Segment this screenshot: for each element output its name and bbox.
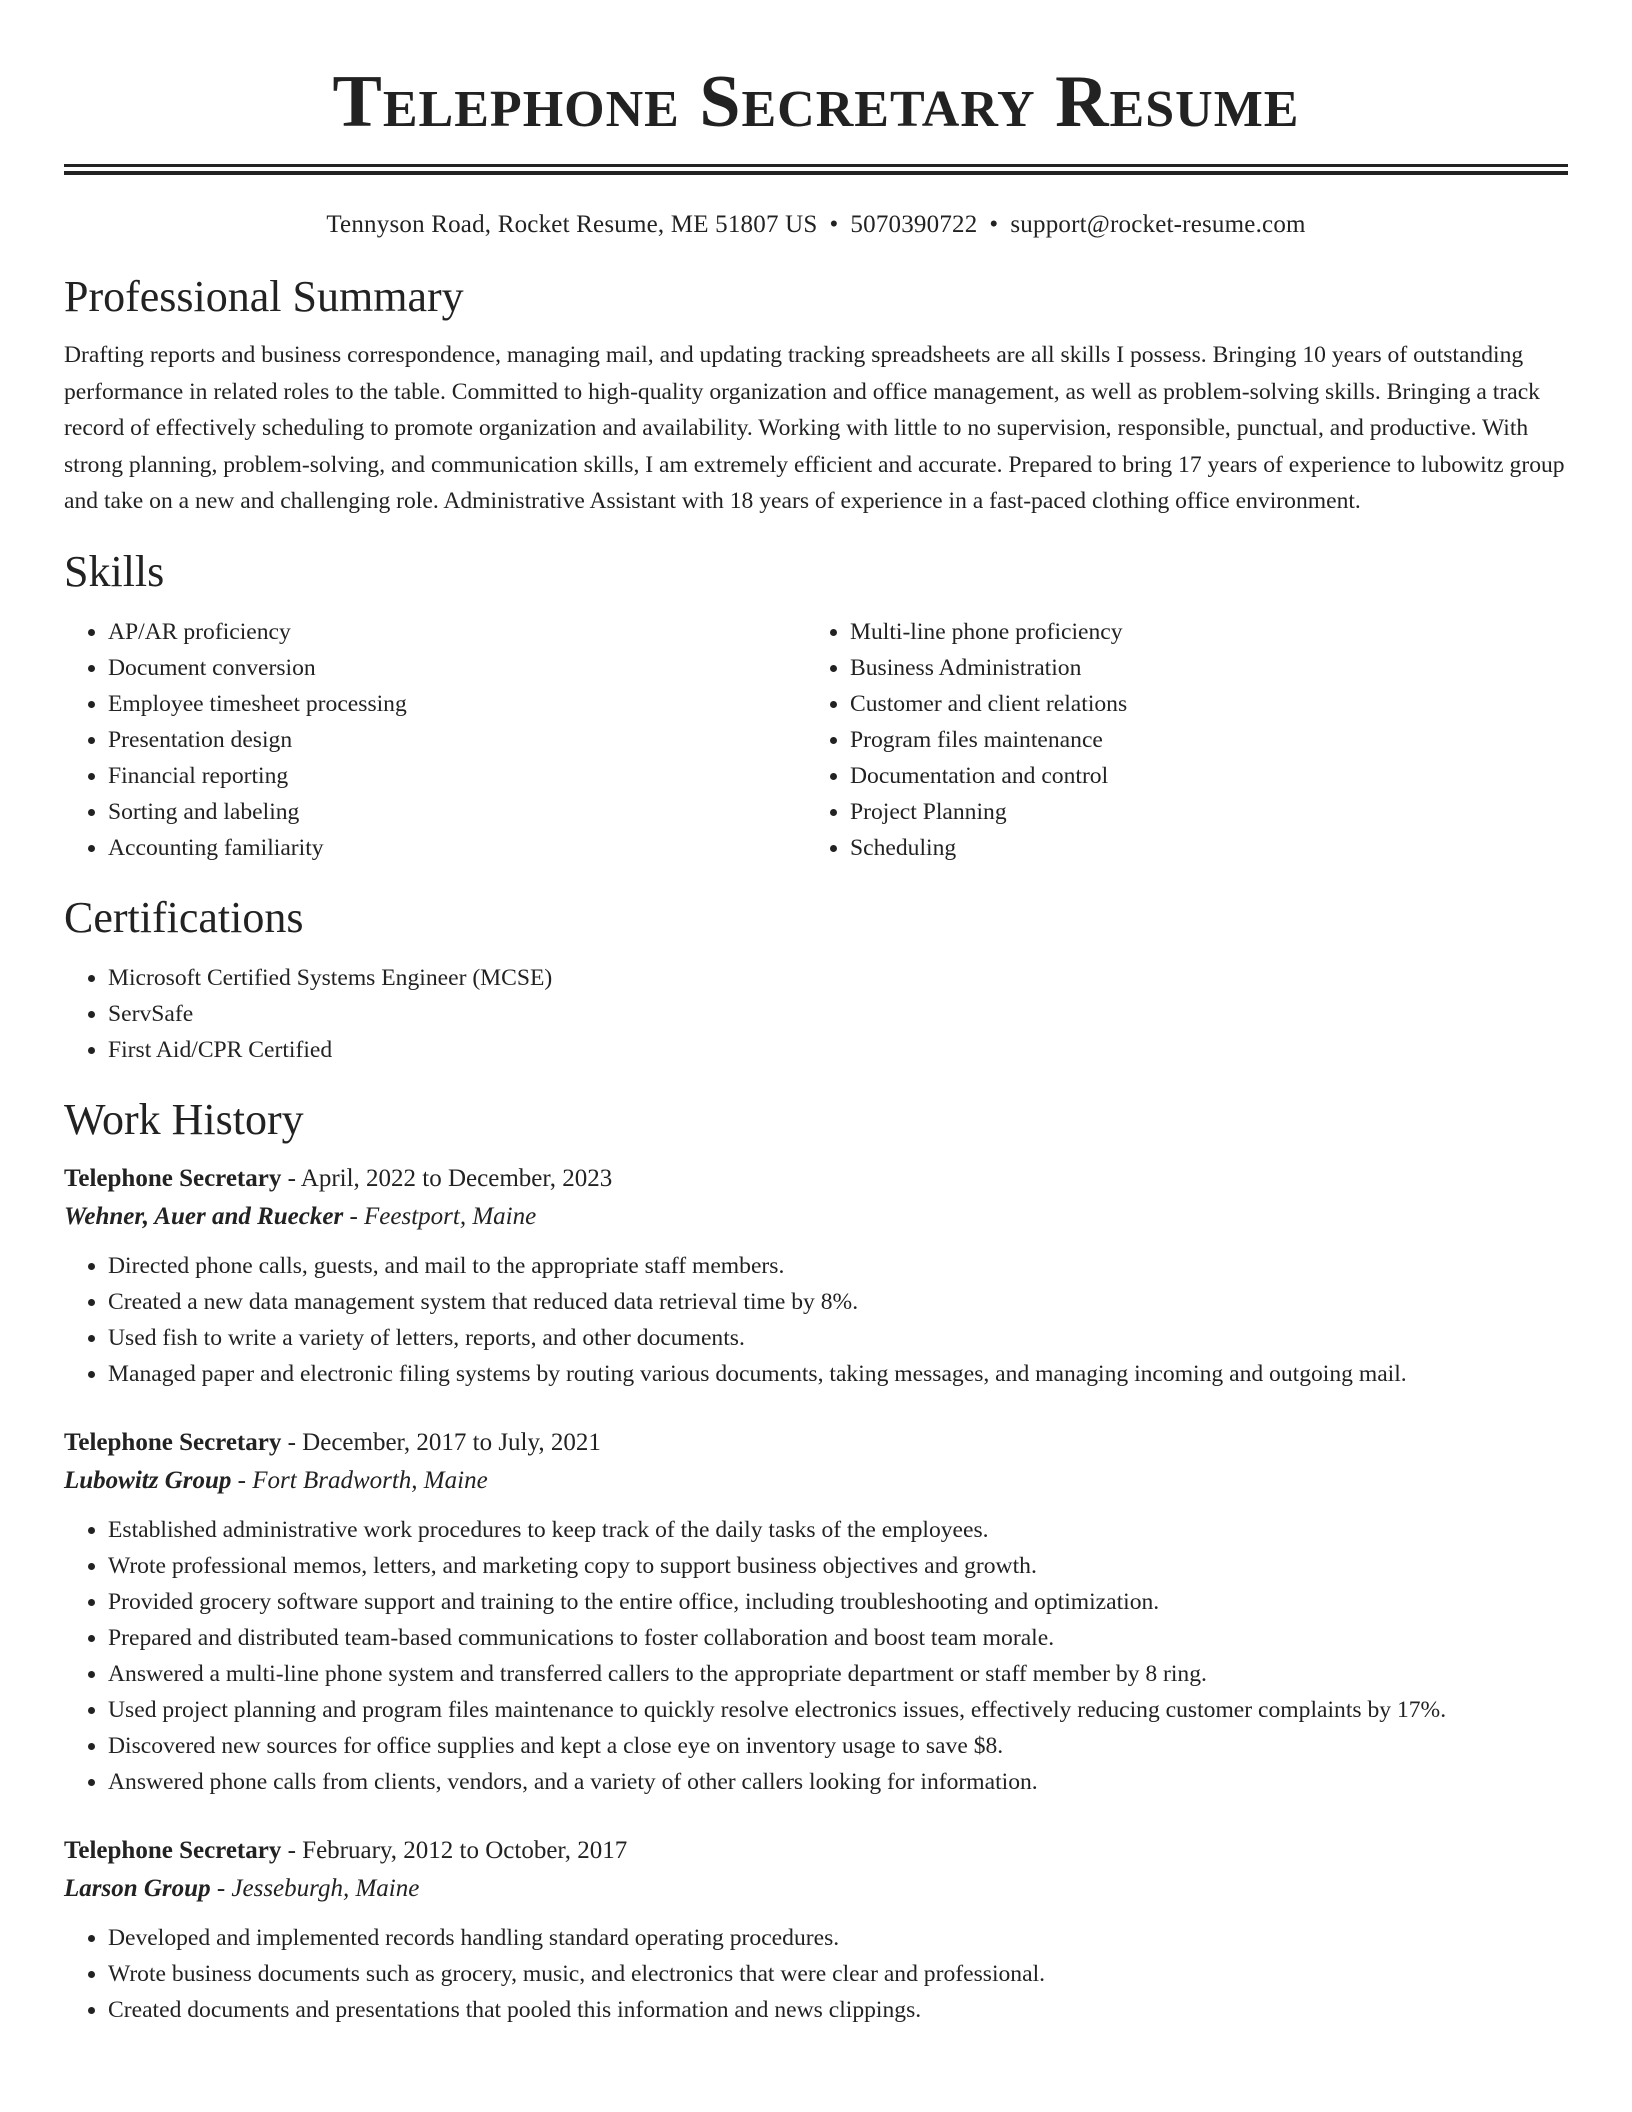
skill-item: • Scheduling xyxy=(850,830,1548,866)
job-role: Telephone Secretary xyxy=(64,1428,282,1456)
certification-item: • ServSafe xyxy=(108,996,1568,1032)
job-location: - Jesseburgh, Maine xyxy=(210,1874,420,1902)
summary-heading: Professional Summary xyxy=(64,272,464,321)
job-role: Telephone Secretary xyxy=(64,1164,282,1192)
certifications-list xyxy=(64,960,1568,1068)
skill-item: • Program files maintenance xyxy=(850,722,1548,758)
skill-item: • Documentation and control xyxy=(850,758,1548,794)
job-dates: - April, 2022 to December, 2023 xyxy=(281,1164,613,1192)
job-bullet: • Created a new data management system that reduced data retrieval time by 8%. xyxy=(108,1284,1568,1320)
job-entry xyxy=(64,1832,1568,2028)
certification-item: • First Aid/CPR Certified xyxy=(108,1032,1568,1068)
job-entry xyxy=(64,1160,1568,1392)
job-bullet: • Managed paper and electronic filing systems by routing various documents, taking messages, and managing incoming and outgoing mail. xyxy=(108,1356,1568,1392)
job-location: - Fort Bradworth, Maine xyxy=(231,1466,488,1494)
contact-email[interactable]: support@rocket-resume.com xyxy=(1010,211,1306,238)
job-bullet: • Answered phone calls from clients, vendors, and a variety of other callers looking for information. xyxy=(108,1764,1568,1800)
certification-item: • Microsoft Certified Systems Engineer (MCSE) xyxy=(108,960,1568,996)
skill-item: • Business Administration xyxy=(850,650,1548,686)
skill-item: • Project Planning xyxy=(850,794,1548,830)
job-title-line xyxy=(64,1160,1568,1198)
job-company: Lubowitz Group xyxy=(64,1466,232,1494)
job-entry xyxy=(64,1424,1568,1800)
job-company: Wehner, Auer and Ruecker xyxy=(64,1202,344,1230)
job-role: Telephone Secretary xyxy=(64,1836,282,1864)
job-bullet: • Used fish to write a variety of letters, reports, and other documents. xyxy=(108,1320,1568,1356)
skill-item: • Document conversion xyxy=(108,650,806,686)
title-divider xyxy=(64,164,1568,175)
skill-item: • Accounting familiarity xyxy=(108,830,806,866)
job-bullet: • Developed and implemented records handling standard operating procedures. xyxy=(108,1920,1568,1956)
skill-item: • Financial reporting xyxy=(108,758,806,794)
job-dates: - December, 2017 to July, 2021 xyxy=(281,1428,601,1456)
certifications-heading: Certifications xyxy=(64,892,304,942)
job-bullet: • Wrote business documents such as grocery, music, and electronics that were clear and professional. xyxy=(108,1956,1568,1992)
work-history-heading: Work History xyxy=(64,1094,304,1144)
job-title-line xyxy=(64,1424,1568,1462)
skill-item: • AP/AR proficiency xyxy=(108,614,806,650)
job-title-line xyxy=(64,1832,1568,1870)
skills-column-left xyxy=(64,614,806,866)
contact-phone: 5070390722 xyxy=(850,211,978,238)
skill-item: • Presentation design xyxy=(108,722,806,758)
skill-item: • Multi-line phone proficiency xyxy=(850,614,1548,650)
job-bullets xyxy=(64,1248,1568,1392)
contact-separator: • xyxy=(829,211,839,238)
job-dates: - February, 2012 to October, 2017 xyxy=(281,1836,628,1864)
contact-line xyxy=(64,209,1568,241)
job-bullet: • Provided grocery software support and training to the entire office, including troubleshooting and optimization. xyxy=(108,1584,1568,1620)
job-bullet: • Directed phone calls, guests, and mail to the appropriate staff members. xyxy=(108,1248,1568,1284)
job-bullet: • Used project planning and program files maintenance to quickly resolve electronics issues, effectively reducing customer complaints by 17%. xyxy=(108,1692,1568,1728)
skill-item: • Employee timesheet processing xyxy=(108,686,806,722)
job-location: - Feestport, Maine xyxy=(343,1202,537,1230)
job-company-line xyxy=(64,1462,1568,1500)
skill-item: • Customer and client relations xyxy=(850,686,1548,722)
resume-title: Telephone Secretary Resume xyxy=(332,61,1300,143)
job-bullet: • Created documents and presentations that pooled this information and news clippings. xyxy=(108,1992,1568,2028)
job-company: Larson Group xyxy=(64,1874,211,1902)
resume-page xyxy=(64,0,1568,2028)
job-bullet: • Wrote professional memos, letters, and marketing copy to support business objectives and growth. xyxy=(108,1548,1568,1584)
job-bullet: • Discovered new sources for office supplies and kept a close eye on inventory usage to save $8. xyxy=(108,1728,1568,1764)
job-bullet: • Answered a multi-line phone system and transferred callers to the appropriate department or staff member by 8 ring. xyxy=(108,1656,1568,1692)
job-company-line xyxy=(64,1870,1568,1908)
skills-column-right xyxy=(806,614,1548,866)
job-bullet: • Prepared and distributed team-based communications to foster collaboration and boost team morale. xyxy=(108,1620,1568,1656)
skills-heading: Skills xyxy=(64,546,165,596)
job-bullets xyxy=(64,1512,1568,1800)
summary-text: Drafting reports and business correspondence, managing mail, and updating tracking spreadsheets are all skills I possess. Bringing 10 years of outstanding performance in related roles to the table. Committed to high-quality organization and office management, as well as problem-solving skills. Bringing a track record of effectively scheduling to promote organization and availability. Working with little to no supervision, responsible, punctual, and productive. With strong planning, problem-solving, and communication skills, I am extremely efficient and accurate. Prepared to bring 17 years of experience to lubowitz group and take on a new and challenging role. Administrative Assistant with 18 years of experience in a fast-paced clothing office environment. xyxy=(64,342,1565,515)
skills-list xyxy=(64,614,1568,866)
job-bullets xyxy=(64,1920,1568,2028)
job-bullet: • Established administrative work procedures to keep track of the daily tasks of the employees. xyxy=(108,1512,1568,1548)
job-company-line xyxy=(64,1198,1568,1236)
contact-separator: • xyxy=(989,211,999,238)
skill-item: • Sorting and labeling xyxy=(108,794,806,830)
contact-address: Tennyson Road, Rocket Resume, ME 51807 US xyxy=(326,211,818,238)
